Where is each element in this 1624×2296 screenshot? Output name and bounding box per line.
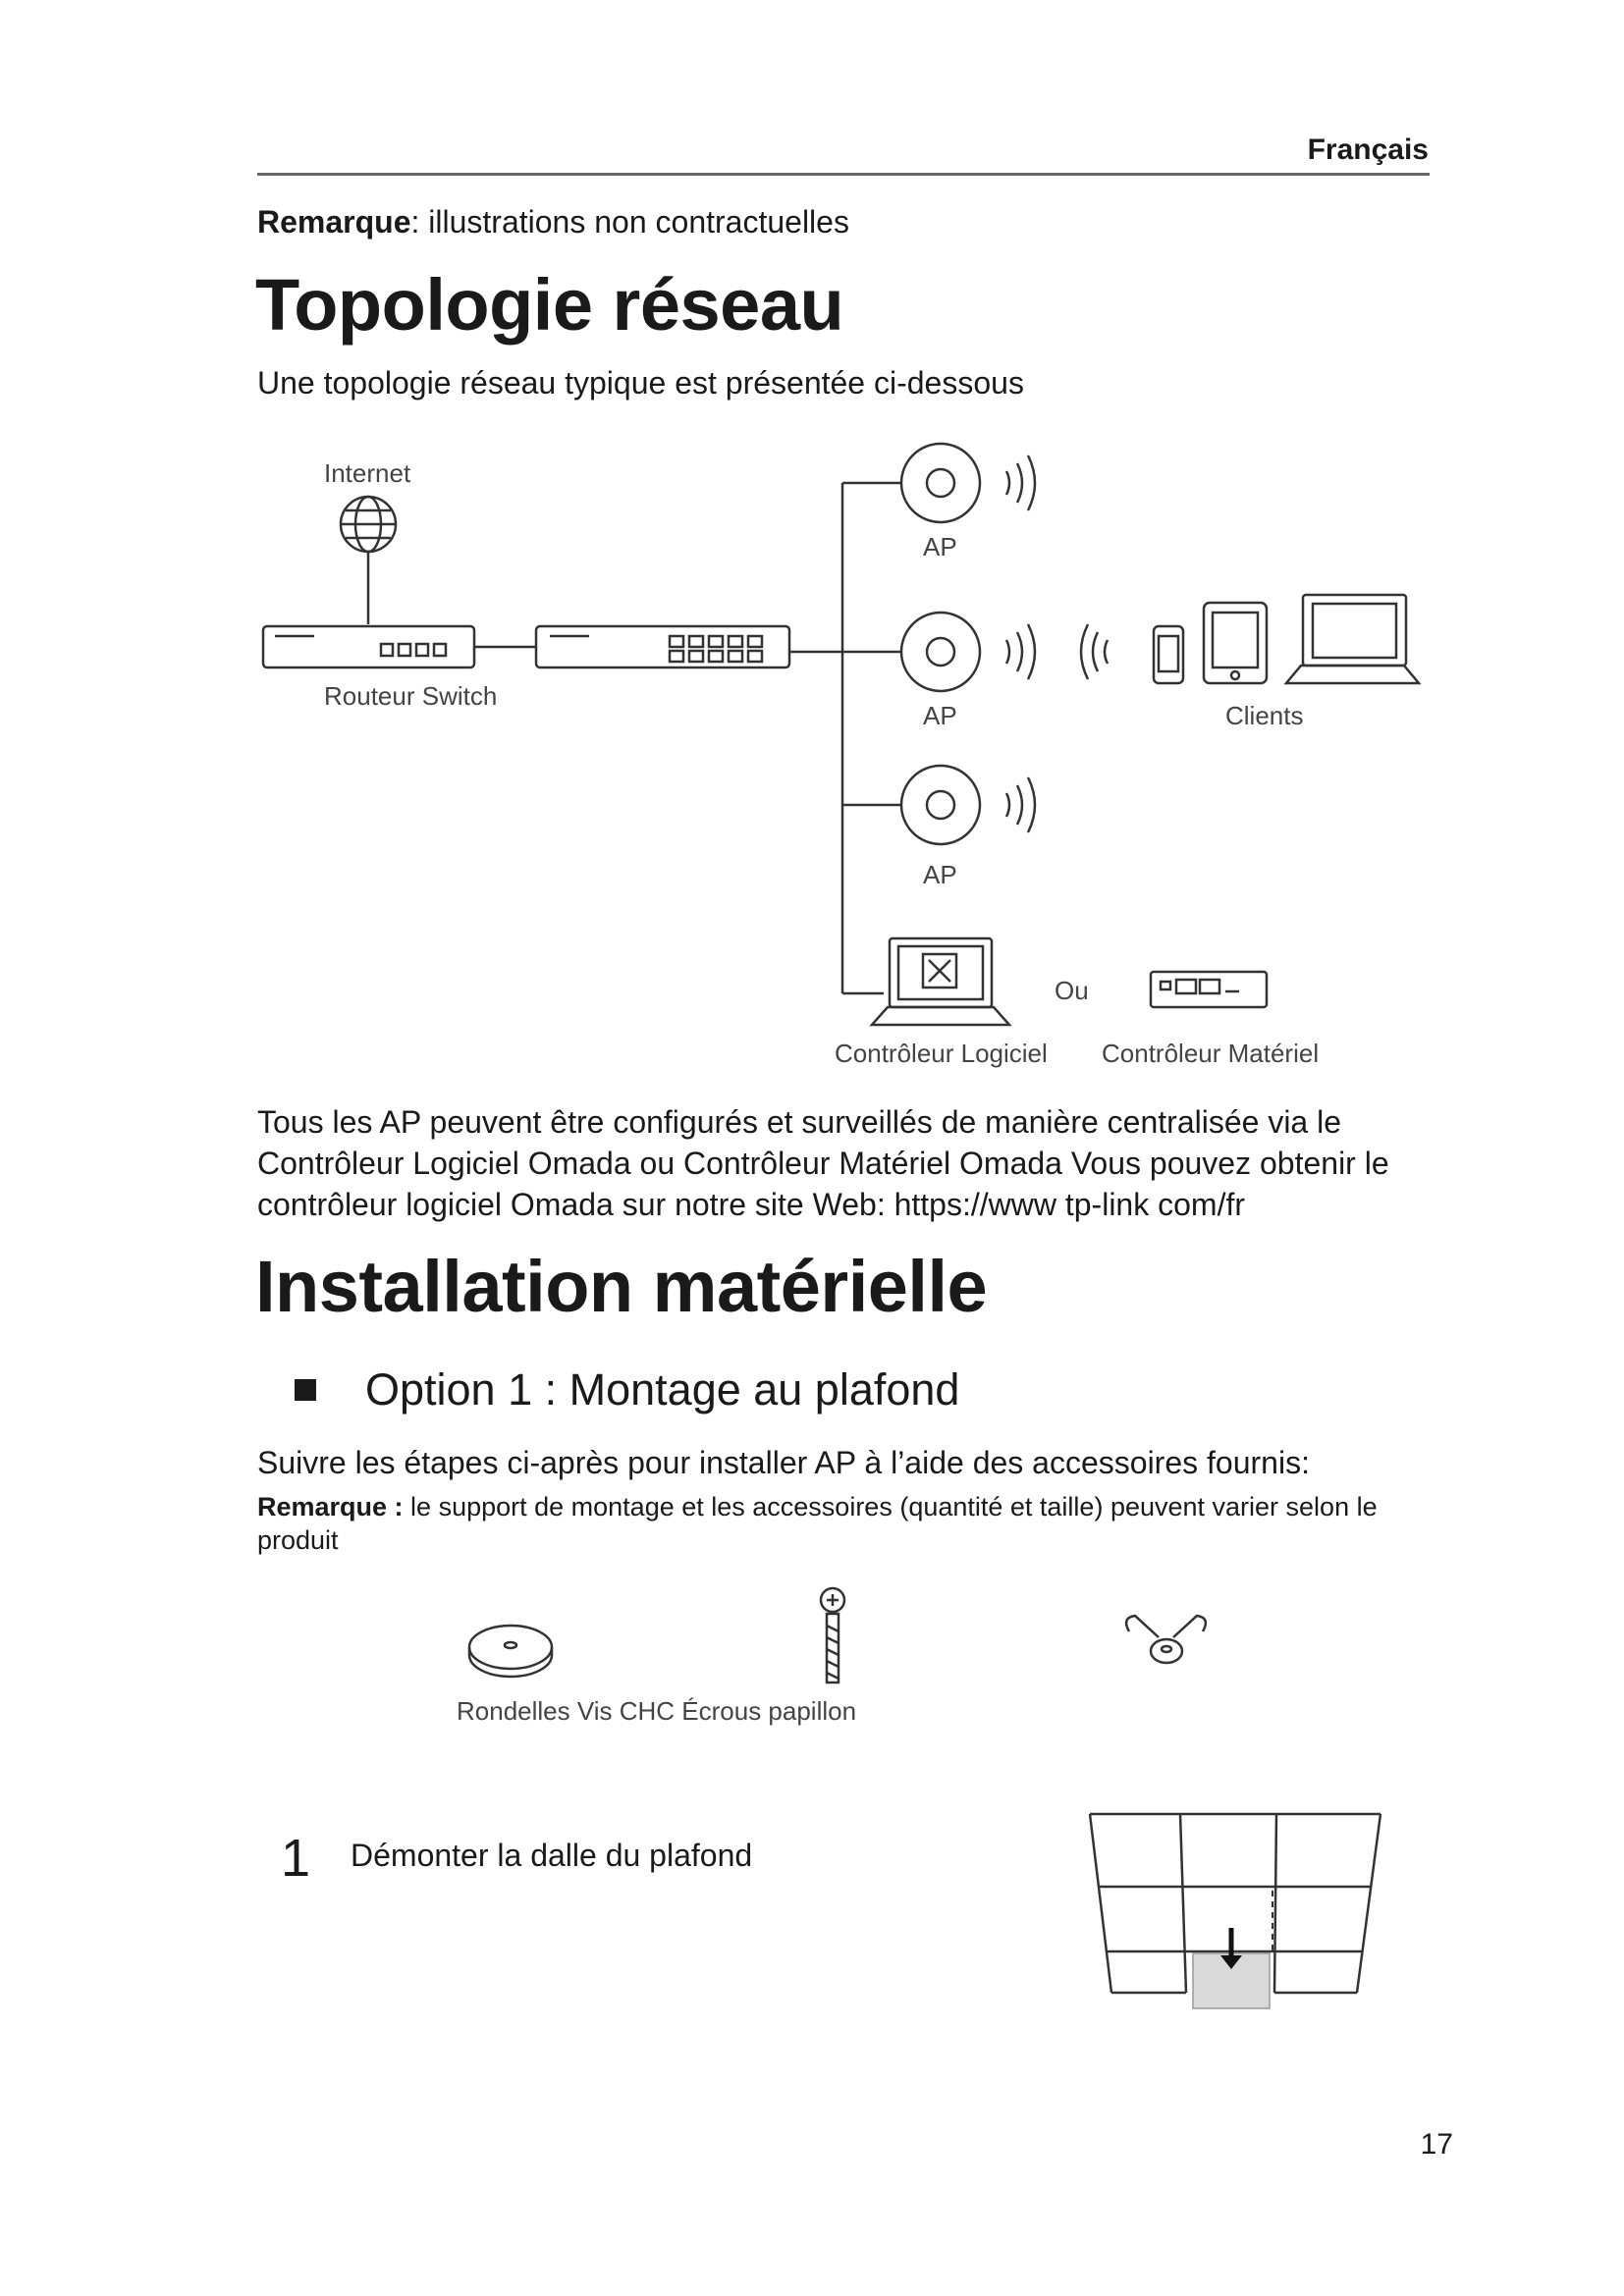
router-icon bbox=[263, 626, 474, 667]
globe-icon bbox=[341, 497, 396, 552]
label-or: Ou bbox=[1055, 976, 1089, 1005]
label-router-switch: Routeur Switch bbox=[324, 681, 498, 711]
access-point-icon bbox=[901, 613, 1035, 691]
laptop-icon bbox=[1286, 595, 1419, 683]
paragraph-line: contrôleur logiciel Omada sur notre site Web: https://www tp-link com/fr bbox=[257, 1187, 1245, 1222]
option-heading bbox=[295, 1364, 959, 1415]
paragraph-line: Tous les AP peuvent être configurés et surveillés de manière centralisée via le bbox=[257, 1104, 1342, 1140]
option-title: Option 1 : Montage au plafond bbox=[365, 1364, 960, 1415]
tablet-icon bbox=[1204, 603, 1267, 683]
wifi-signal-icon bbox=[1081, 624, 1108, 679]
hardware-controller-icon bbox=[1151, 972, 1267, 1007]
install-title: Installation matérielle bbox=[255, 1246, 988, 1327]
topology-diagram bbox=[0, 0, 1624, 1099]
install-note-label: Remarque : bbox=[257, 1492, 404, 1522]
label-clients: Clients bbox=[1225, 701, 1304, 730]
label-internet: Internet bbox=[324, 458, 411, 488]
topology-subtitle: Une topologie réseau typique est présentée ci-dessous bbox=[257, 365, 1024, 400]
top-note-text: : illustrations non contractuelles bbox=[410, 204, 849, 240]
step-number: 1 bbox=[281, 1829, 311, 1888]
accessories-caption: Rondelles Vis CHC Écrous papillon bbox=[457, 1696, 857, 1726]
screw-icon bbox=[821, 1588, 844, 1682]
header-language: Français bbox=[1307, 133, 1429, 166]
access-point-icon bbox=[901, 444, 1035, 522]
install-note-text: le support de montage et les accessoires (quantité et taille) peuvent varier selon le produit bbox=[257, 1492, 1378, 1555]
topology-paragraph bbox=[257, 1101, 1485, 1225]
paragraph-line: Contrôleur Logiciel Omada ou Contrôleur Matériel Omada Vous pouvez obtenir le bbox=[257, 1146, 1389, 1181]
label-ap-3: AP bbox=[923, 860, 957, 889]
install-intro: Suivre les étapes ci-après pour installer AP à l’aide des accessoires fournis: bbox=[257, 1445, 1310, 1480]
top-note-label: Remarque bbox=[257, 204, 411, 240]
switch-icon bbox=[536, 626, 789, 667]
software-controller-icon bbox=[872, 938, 1009, 1025]
phone-icon bbox=[1154, 626, 1183, 683]
label-ap-2: AP bbox=[923, 701, 957, 730]
label-software-controller: Contrôleur Logiciel bbox=[835, 1039, 1048, 1068]
wing-nut-icon bbox=[1126, 1616, 1206, 1663]
page-number: 17 bbox=[1420, 2128, 1453, 2161]
square-bullet-icon bbox=[295, 1379, 316, 1401]
topology-title: Topologie réseau bbox=[255, 264, 844, 346]
ceiling-tile-illustration bbox=[1070, 1806, 1394, 2042]
access-point-icon bbox=[901, 766, 1035, 844]
step-text: Démonter la dalle du plafond bbox=[351, 1838, 753, 1873]
install-note bbox=[257, 1490, 1435, 1557]
label-hardware-controller: Contrôleur Matériel bbox=[1102, 1039, 1320, 1068]
washer-icon bbox=[469, 1626, 552, 1677]
label-ap-1: AP bbox=[923, 532, 957, 561]
